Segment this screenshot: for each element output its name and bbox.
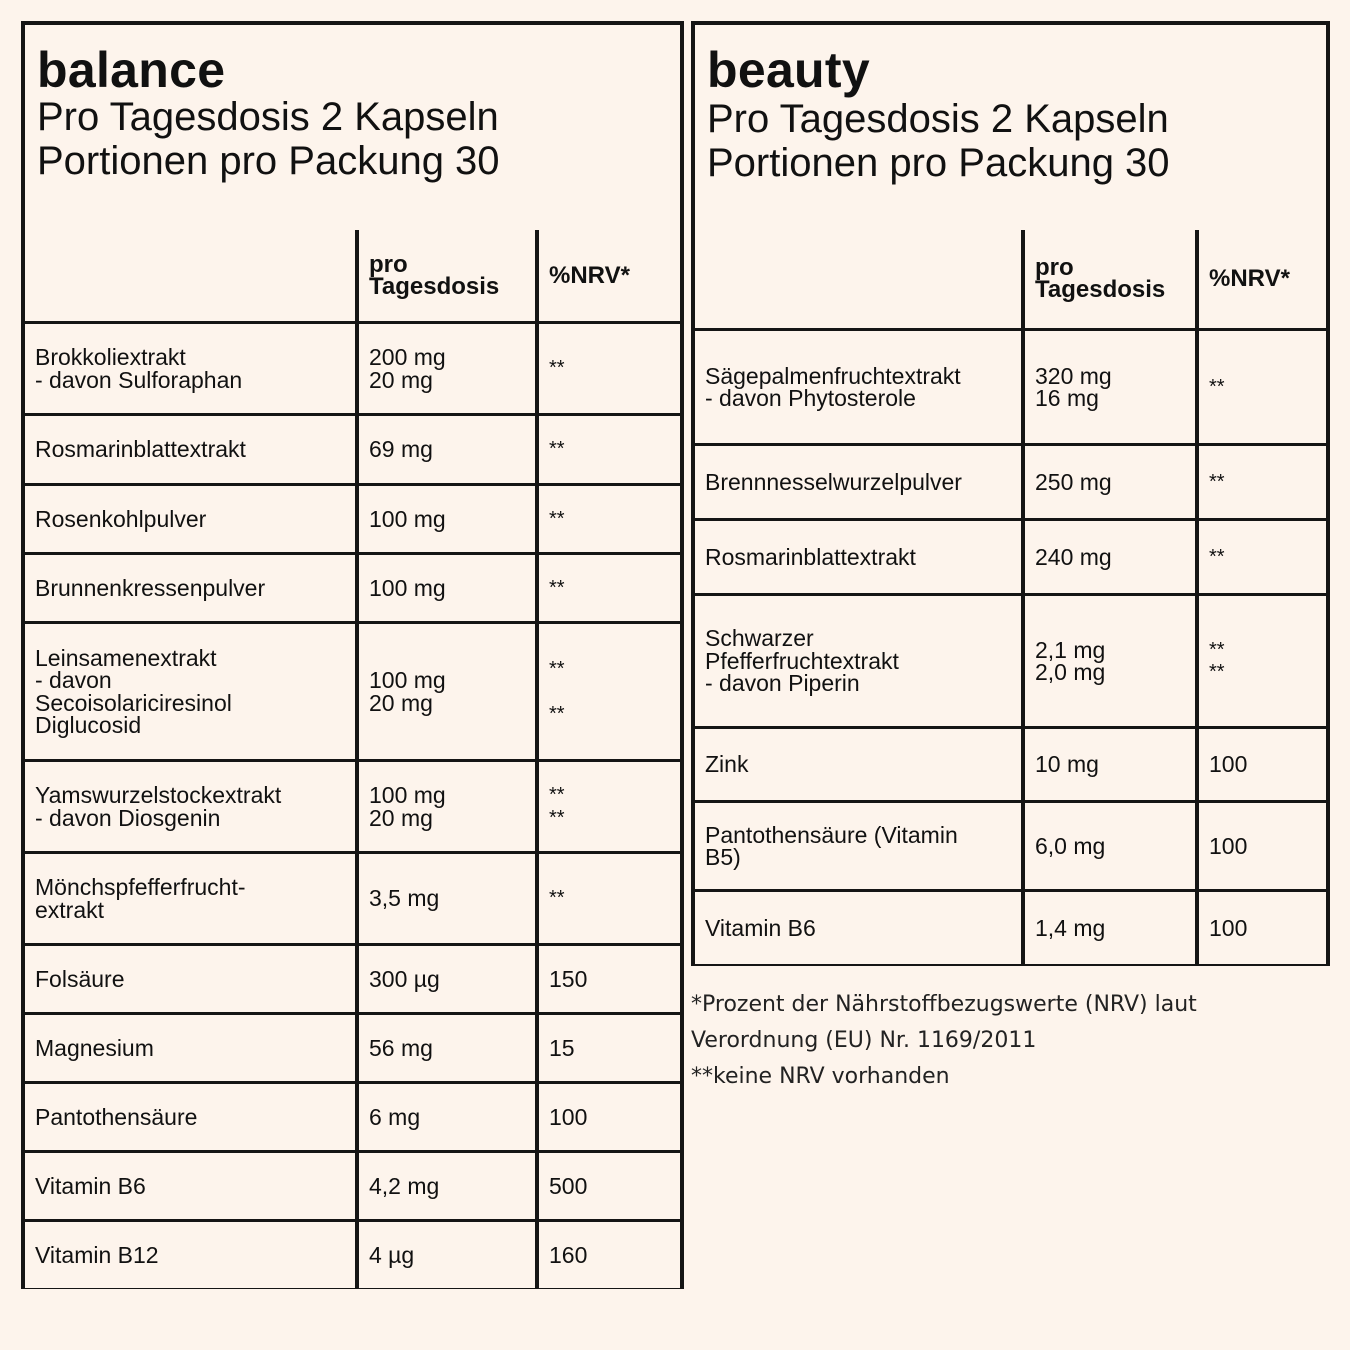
product-title: beauty: [707, 42, 870, 98]
amount-cell: 4 µg: [359, 1222, 535, 1288]
nrv-cell: 100: [539, 1084, 680, 1150]
amount-cell: 4,2 mg: [359, 1153, 535, 1219]
ingredient-cell: Rosmarinblattextrakt: [25, 416, 355, 483]
nrv-cell: **: [1199, 331, 1326, 443]
amount-cell: 6 mg: [359, 1084, 535, 1150]
nrv-cell: 160: [539, 1222, 680, 1288]
ingredient-cell: Pantothensäure: [25, 1084, 355, 1150]
amount-cell: 56 mg: [359, 1015, 535, 1081]
ingredient-cell: Leinsamenextrakt - davon Secoisolariciresinol Diglucosid: [25, 624, 355, 759]
amount-cell: 10 mg: [1025, 729, 1195, 800]
nrv-cell: **: [539, 486, 680, 552]
nutrition-table: [25, 230, 680, 1285]
nrv-cell: ** **: [1199, 596, 1326, 726]
ingredient-cell: Vitamin B12: [25, 1222, 355, 1288]
amount-cell: 320 mg 16 mg: [1025, 331, 1195, 443]
amount-cell: 3,5 mg: [359, 854, 535, 943]
amount-cell: 300 µg: [359, 946, 535, 1012]
nrv-cell: **: [1199, 446, 1326, 518]
dose-line: Pro Tagesdosis 2 Kapseln: [37, 95, 499, 139]
ingredient-cell: Pantothensäure (Vitamin B5): [695, 803, 1021, 889]
nrv-cell: ** **: [539, 762, 680, 851]
nrv-cell: **: [539, 416, 680, 483]
nrv-cell: **: [539, 555, 680, 621]
amount-cell: 100 mg 20 mg: [359, 762, 535, 851]
nrv-cell: **: [539, 854, 680, 943]
footnotes: [691, 987, 1251, 1095]
product-title: balance: [37, 42, 226, 98]
ingredient-cell: Zink: [695, 729, 1021, 800]
header-ingredient: [695, 230, 1021, 328]
header-nrv: %NRV*: [539, 230, 680, 321]
amount-cell: 240 mg: [1025, 521, 1195, 593]
balance-panel: [21, 21, 684, 1289]
nrv-definition-note: *Prozent der Nährstoffbezugswerte (NRV) laut Verordnung (EU) Nr. 1169/2011: [691, 992, 1197, 1053]
portions-line: Portionen pro Packung 30: [37, 139, 500, 183]
amount-cell: 100 mg 20 mg: [359, 624, 535, 759]
amount-cell: 100 mg: [359, 486, 535, 552]
ingredient-cell: Sägepalmenfruchtextrakt - davon Phytosterole: [695, 331, 1021, 443]
ingredient-cell: Vitamin B6: [695, 892, 1021, 964]
header-nrv: %NRV*: [1199, 230, 1326, 328]
header-dose: pro Tagesdosis: [359, 230, 535, 321]
no-nrv-note: **keine NRV vorhanden: [691, 1064, 950, 1089]
nrv-cell: 100: [1199, 729, 1326, 800]
amount-cell: 69 mg: [359, 416, 535, 483]
ingredient-cell: Magnesium: [25, 1015, 355, 1081]
dose-line: Pro Tagesdosis 2 Kapseln: [707, 97, 1169, 141]
ingredient-cell: Rosmarinblattextrakt: [695, 521, 1021, 593]
ingredient-cell: Vitamin B6: [25, 1153, 355, 1219]
nrv-cell: 500: [539, 1153, 680, 1219]
amount-cell: 6,0 mg: [1025, 803, 1195, 889]
ingredient-cell: Rosenkohlpulver: [25, 486, 355, 552]
nrv-cell: **: [539, 324, 680, 413]
nrv-cell: 100: [1199, 892, 1326, 964]
ingredient-cell: Brokkoliextrakt - davon Sulforaphan: [25, 324, 355, 413]
ingredient-cell: Brunnenkressenpulver: [25, 555, 355, 621]
header-ingredient: [25, 230, 355, 321]
amount-cell: 250 mg: [1025, 446, 1195, 518]
nrv-cell: 15: [539, 1015, 680, 1081]
amount-cell: 200 mg 20 mg: [359, 324, 535, 413]
nrv-cell: 100: [1199, 803, 1326, 889]
ingredient-cell: Brennnesselwurzelpulver: [695, 446, 1021, 518]
ingredient-cell: Yamswurzelstockextrakt - davon Diosgenin: [25, 762, 355, 851]
amount-cell: 2,1 mg 2,0 mg: [1025, 596, 1195, 726]
amount-cell: 100 mg: [359, 555, 535, 621]
nrv-cell: ** **: [539, 624, 680, 759]
amount-cell: 1,4 mg: [1025, 892, 1195, 964]
ingredient-cell: Folsäure: [25, 946, 355, 1012]
ingredient-cell: Mönchspfefferfrucht- extrakt: [25, 854, 355, 943]
nutrition-table: [695, 230, 1326, 962]
ingredient-cell: Schwarzer Pfefferfruchtextrakt - davon Piperin: [695, 596, 1021, 726]
nrv-cell: 150: [539, 946, 680, 1012]
nrv-cell: **: [1199, 521, 1326, 593]
header-dose: pro Tagesdosis: [1025, 230, 1195, 328]
portions-line: Portionen pro Packung 30: [707, 141, 1170, 185]
beauty-panel: [691, 21, 1330, 966]
